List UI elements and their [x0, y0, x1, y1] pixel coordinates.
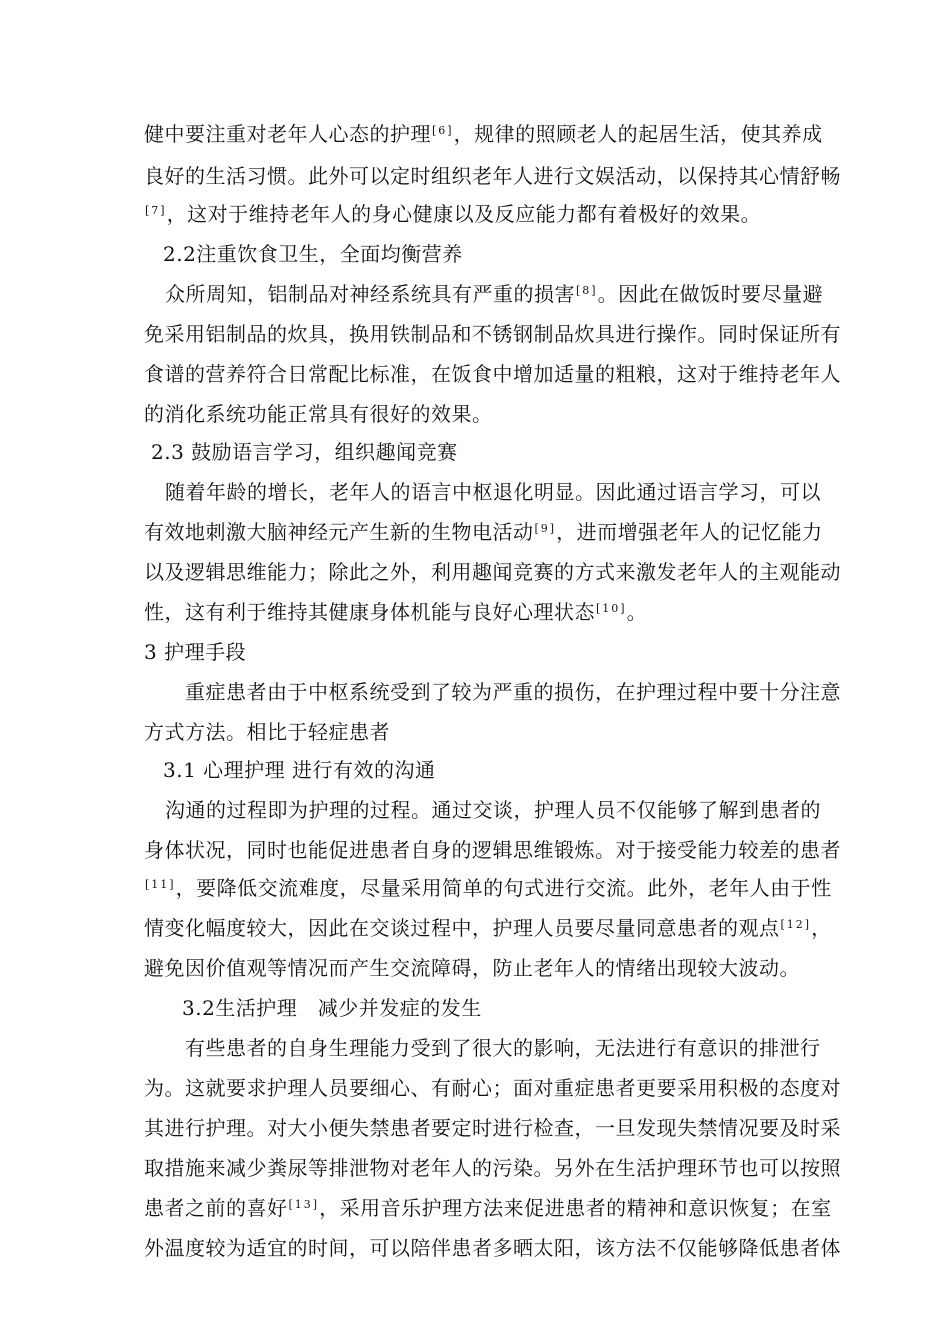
paragraph-line: 以及逻辑思维能力；除此之外，利用趣闻竞赛的方式来激发老年人的主观能动	[144, 560, 841, 584]
paragraph-line: 为。这就要求护理人员要细心、有耐心；面对重症患者更要采用积极的态度对	[144, 1076, 841, 1100]
citation-ref: [7]	[145, 204, 167, 217]
citation-ref: [11]	[145, 878, 176, 891]
section-heading-3-1: 3.1 心理护理 进行有效的沟通	[163, 758, 436, 782]
citation-ref: [6]	[432, 124, 454, 137]
text-run: ，	[811, 916, 832, 940]
paragraph-line: 有些患者的自身生理能力受到了很大的影响，无法进行有意识的排泄行	[185, 1036, 821, 1060]
paragraph-line: 良好的生活习惯。此外可以定时组织老年人进行文娱活动，以保持其心情舒畅	[144, 164, 841, 188]
citation-ref: [12]	[780, 918, 812, 931]
text-run: ，采用音乐护理方法来促进患者的精神和意识恢复；在室	[319, 1196, 832, 1220]
section-heading-3-2: 3.2生活护理 减少并发症的发生	[182, 996, 482, 1020]
paragraph-line: 免采用铝制品的炊具，换用铁制品和不锈钢制品炊具进行操作。同时保证所有	[144, 322, 841, 346]
text-run: 情变化幅度较大，因此在交谈过程中，护理人员要尽量同意患者的观点	[144, 916, 780, 940]
paragraph-line	[144, 200, 809, 228]
paragraph-line: 取措施来减少粪尿等排泄物对老年人的污染。另外在生活护理环节也可以按照	[144, 1156, 841, 1180]
paragraph-line: 沟通的过程即为护理的过程。通过交谈，护理人员不仅能够了解到患者的	[165, 798, 821, 822]
paragraph-line	[144, 1194, 832, 1222]
text-run: 。	[626, 600, 648, 624]
paragraph-line: 避免因价值观等情况而产生交流障碍，防止老年人的情绪出现较大波动。	[144, 956, 800, 980]
citation-ref: [8]	[576, 284, 598, 297]
text-run: 性，这有利于维持其健康身体机能与良好心理状态	[144, 600, 595, 624]
citation-ref: [10]	[596, 602, 627, 615]
text-run: 有效地刺激大脑神经元产生新的生物电活动	[144, 520, 534, 544]
section-heading-2-2: 2.2注重饮食卫生，全面均衡营养	[163, 242, 463, 266]
text-run: 患者之前的喜好	[144, 1196, 288, 1220]
paragraph-line	[144, 120, 823, 148]
paragraph-line: 其进行护理。对大小便失禁患者要定时进行检查，一旦发现失禁情况要及时采	[144, 1116, 841, 1140]
paragraph-line: 方式方法。相比于轻症患者	[144, 720, 390, 744]
text-run: 众所周知，铝制品对神经系统具有严重的损害	[165, 282, 575, 306]
citation-ref: [13]	[288, 1198, 320, 1211]
text-run: ，要降低交流难度，尽量采用简单的句式进行交流。此外，老年人由于性	[175, 876, 832, 900]
paragraph-line: 的消化系统功能正常具有很好的效果。	[144, 402, 493, 426]
paragraph-line: 外温度较为适宜的时间，可以陪伴患者多晒太阳，该方法不仅能够降低患者体	[144, 1236, 841, 1260]
text-run: 健中要注重对老年人心态的护理	[144, 122, 431, 146]
paragraph-line: 食谱的营养符合日常配比标准，在饭食中增加适量的粗粮，这对于维持老年人	[144, 362, 841, 386]
text-run: 。因此在做饭时要尽量避	[597, 282, 824, 306]
text-run: ，这对于维持老年人的身心健康以及反应能力都有着极好的效果。	[166, 202, 762, 226]
paragraph-line	[144, 518, 823, 546]
citation-ref: [9]	[534, 522, 557, 535]
section-heading-2-3: 2.3 鼓励语言学习，组织趣闻竞赛	[151, 440, 458, 464]
paragraph-line	[165, 280, 824, 308]
paragraph-line	[144, 874, 832, 902]
text-run: ，规律的照顾老人的起居生活，使其养成	[453, 122, 823, 146]
paragraph-line	[144, 598, 809, 626]
paragraph-line: 重症患者由于中枢系统受到了较为严重的损伤，在护理过程中要十分注意	[185, 680, 841, 704]
section-heading-3: 3 护理手段	[144, 640, 247, 664]
paragraph-line: 身体状况，同时也能促进患者自身的逻辑思维锻炼。对于接受能力较差的患者	[144, 838, 841, 862]
paragraph-line	[144, 914, 832, 942]
text-run: ，进而增强老年人的记忆能力	[556, 520, 823, 544]
paragraph-line: 随着年龄的增长，老年人的语言中枢退化明显。因此通过语言学习，可以	[165, 480, 821, 504]
